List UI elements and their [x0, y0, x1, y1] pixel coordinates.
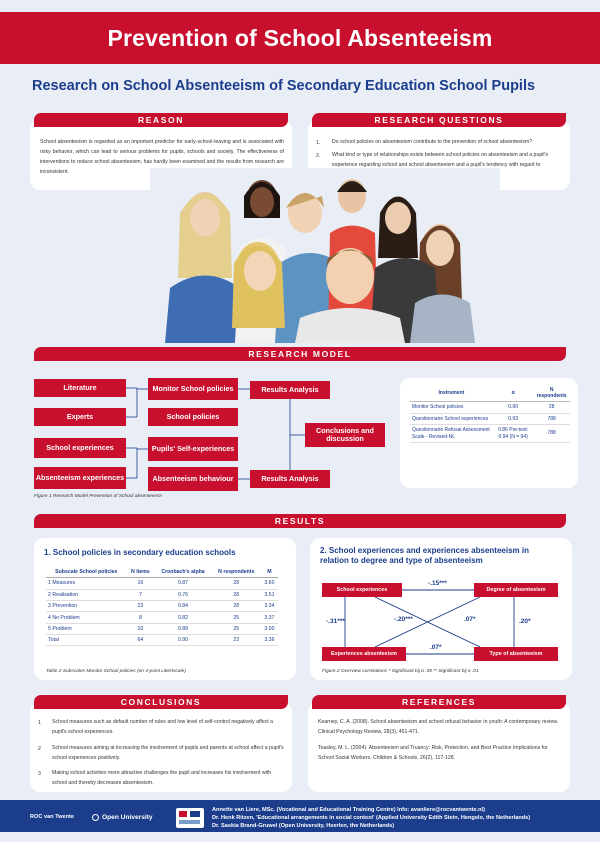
- correlation-cross-2: .07*: [464, 616, 476, 623]
- table-cell: 4 No Problem: [46, 612, 127, 623]
- table-cell: 0.87: [154, 578, 212, 589]
- table-cell: 3.37: [261, 612, 278, 623]
- rq-number: 1.: [316, 140, 321, 146]
- table-cell: 23: [212, 635, 261, 646]
- table-cell: 7: [127, 589, 155, 600]
- table-cell: 16: [127, 578, 155, 589]
- correlation-right: .20*: [519, 618, 531, 625]
- reason-text: School absenteeism is regarded as an important predictor for early-school-leaving and is associated with risky behavior, which can lead to serious problems for pupils, schools and society. The effectiveness of interventions to reduce school absenteeism, has hardly been examined and the results from research are inconsistent.: [40, 139, 284, 175]
- alpha-header: α: [493, 385, 533, 402]
- table-cell: 0.89: [154, 623, 212, 634]
- open-university-logo-text: Open University: [102, 813, 153, 821]
- results-right-title: 2. School experiences and experiences absenteeism in relation to degree and type of absenteeism: [320, 546, 529, 566]
- alpha-cell: 0.93: [493, 413, 533, 425]
- instrument-cell: Monitor School policies: [410, 402, 493, 414]
- references-heading: REFERENCES: [312, 695, 566, 709]
- alpha-cell: 0.90: [493, 402, 533, 414]
- instrument-cell: Questionnaire Refusal Assessment Scale - Revised-NL: [410, 425, 493, 443]
- table-cell: 23: [127, 600, 155, 611]
- n-cell: 28: [533, 402, 570, 414]
- experiences-absenteeism-node: Experiences absenteeism: [322, 647, 406, 661]
- conclusions-heading: CONCLUSIONS: [34, 695, 288, 709]
- conclusion-item: School measures aiming at increasing the involvement of pupils and parents at school affect a pupil's school experiences positively.: [52, 745, 284, 761]
- reference-item: Teasley, M. L. (2004). Absenteeism and Truancy: Risk, Protection, and Best Practice Implications for School Social Workers. Children & Schools, 26(2), 117-128.: [318, 745, 548, 761]
- cronbach-header: Cronbach's alpha: [154, 567, 212, 578]
- table-cell: 3.51: [261, 589, 278, 600]
- instrument-header: Instrument: [410, 385, 493, 402]
- table-cell: 28: [212, 600, 261, 611]
- conclusion-number: 1: [38, 720, 41, 726]
- results-left-title: 1. School policies in secondary education schools: [44, 548, 236, 557]
- n-cell: 788: [533, 413, 570, 425]
- table-cell: 64: [127, 635, 155, 646]
- poster-title: Prevention of School Absenteeism: [107, 24, 493, 51]
- mean-header: M: [261, 567, 278, 578]
- roc-logo: [30, 811, 90, 823]
- table-cell: 0.76: [154, 589, 212, 600]
- footer-line-3: Dr. Saskia Brand-Gruwel (Open University, Heerlen, the Netherlands): [212, 823, 395, 830]
- results-analysis-box-1: Results Analysis: [250, 381, 330, 399]
- table-cell: 2 Realisation: [46, 589, 127, 600]
- results-left-caption: Table 2 Subscales Monitor School policies (on 4-point Likertscale): [46, 669, 186, 674]
- table-cell: 10: [127, 623, 155, 634]
- type-absenteeism-node: Type of absenteeism: [474, 647, 558, 661]
- partner-logo: [176, 808, 204, 828]
- rq-number: 2.: [316, 153, 321, 159]
- n-cell: 788: [533, 425, 570, 443]
- school-experiences-node: School experiences: [322, 583, 402, 597]
- table-cell: 3.34: [261, 600, 278, 611]
- partner-logo-icon: [176, 808, 204, 828]
- correlation-bottom: .07*: [430, 644, 442, 651]
- rq-item: Do school policies on absenteeism contribute to the prevention of school absenteeism?: [332, 139, 533, 145]
- school-policies-box: School policies: [148, 408, 238, 426]
- table-cell: 3.60: [261, 578, 278, 589]
- absenteeism-behaviour-box: Absenteeism behaviour: [148, 467, 238, 491]
- table-cell: 0.90: [154, 635, 212, 646]
- correlation-top: -.15***: [428, 580, 447, 587]
- experts-box: Experts: [34, 408, 126, 426]
- poster-subtitle: Research on School Absenteeism of Secondary Education School Pupils: [32, 78, 536, 94]
- footer-line-1: Annette van Liere, MSc. (Vocational and Educational Training Centre) Info: avanliere@rocvantwente.nl): [212, 807, 485, 813]
- conclusions-box: Conclusions and discussion: [305, 423, 385, 447]
- pupils-self-experiences-box: Pupils' Self-experiences: [148, 437, 238, 461]
- table-cell: 28: [212, 589, 261, 600]
- table-cell: 3.00: [261, 623, 278, 634]
- n-respondents-header: N respondents: [533, 385, 570, 402]
- subscale-header: Subscale School policies: [46, 567, 127, 578]
- open-university-logo: [92, 811, 153, 823]
- table-cell: 0.84: [154, 600, 212, 611]
- table-cell: 28: [212, 578, 261, 589]
- table-cell: 25: [212, 612, 261, 623]
- footer-line-2: Dr. Henk Ritzen, 'Educational arrangements in social context' (Applied University Edith Stein, Hengelo, the Netherlands): [212, 815, 531, 822]
- footer-credits: [212, 806, 530, 830]
- research-model-caption: Figure 1 Research Model Prevention of School absenteeism: [34, 494, 162, 499]
- monitor-policies-box: Monitor School policies: [148, 378, 238, 400]
- results-analysis-box-2: Results Analysis: [250, 470, 330, 488]
- n-items-header: N items: [127, 567, 155, 578]
- school-experiences-box: School experiences: [34, 438, 126, 458]
- table-cell: 3 Prevention: [46, 600, 127, 611]
- conclusion-item: School measures such as default number of rules and low level of self-control negatively affect a pupil's school experiences.: [52, 719, 274, 735]
- table-cell: 8: [127, 612, 155, 623]
- instrument-cell: Questionnaire School experiences: [410, 413, 493, 425]
- results-heading: RESULTS: [34, 514, 566, 528]
- reason-heading: REASON: [34, 113, 288, 127]
- conclusion-number: 3: [38, 771, 41, 777]
- research-model-heading: RESEARCH MODEL: [34, 347, 566, 361]
- reference-item: Kearney, C. A. (2008). School absenteeism and school refusal behavior in youth: A contemporary review. Clinical Psychology Review, 28(3), 451-471.: [318, 719, 559, 735]
- roc-logo-text: ROC van Twente: [30, 814, 75, 820]
- degree-absenteeism-node: Degree of absenteeism: [474, 583, 558, 597]
- correlation-cross-1: -.20***: [394, 616, 413, 623]
- absenteeism-experiences-box: Absenteeism experiences: [34, 467, 126, 489]
- table-cell: Total: [46, 635, 127, 646]
- conclusion-number: 2: [38, 746, 41, 752]
- table-cell: 1 Measures: [46, 578, 127, 589]
- n-respondents-header: N respondents: [212, 567, 261, 578]
- literature-box: Literature: [34, 379, 126, 397]
- rq-item: What kind or type of relationships exists between school policies on absenteeism and a pupil's experience regarding school and school absenteeism and a pupil's tendency with regard to: [332, 152, 549, 168]
- table-cell: 25: [212, 623, 261, 634]
- logo-mark-icon: [92, 814, 99, 821]
- table-cell: 5 Problem: [46, 623, 127, 634]
- conclusion-item: Making school activities more attractive challenges the pupil and increases his involvement with school and thereby decreases absenteeism.: [52, 770, 272, 786]
- alpha-cell: 0.86 Pre-test: 0.94 (N = 94): [493, 425, 533, 443]
- correlation-left: -.31***: [326, 618, 345, 625]
- results-right-caption: Figure 2 Overview correlations * Significant bij α .05 ** Significant bij α .01: [322, 669, 479, 674]
- research-questions-heading: RESEARCH QUESTIONS: [312, 113, 566, 127]
- table-cell: 0.82: [154, 612, 212, 623]
- table-cell: 3.36: [261, 635, 278, 646]
